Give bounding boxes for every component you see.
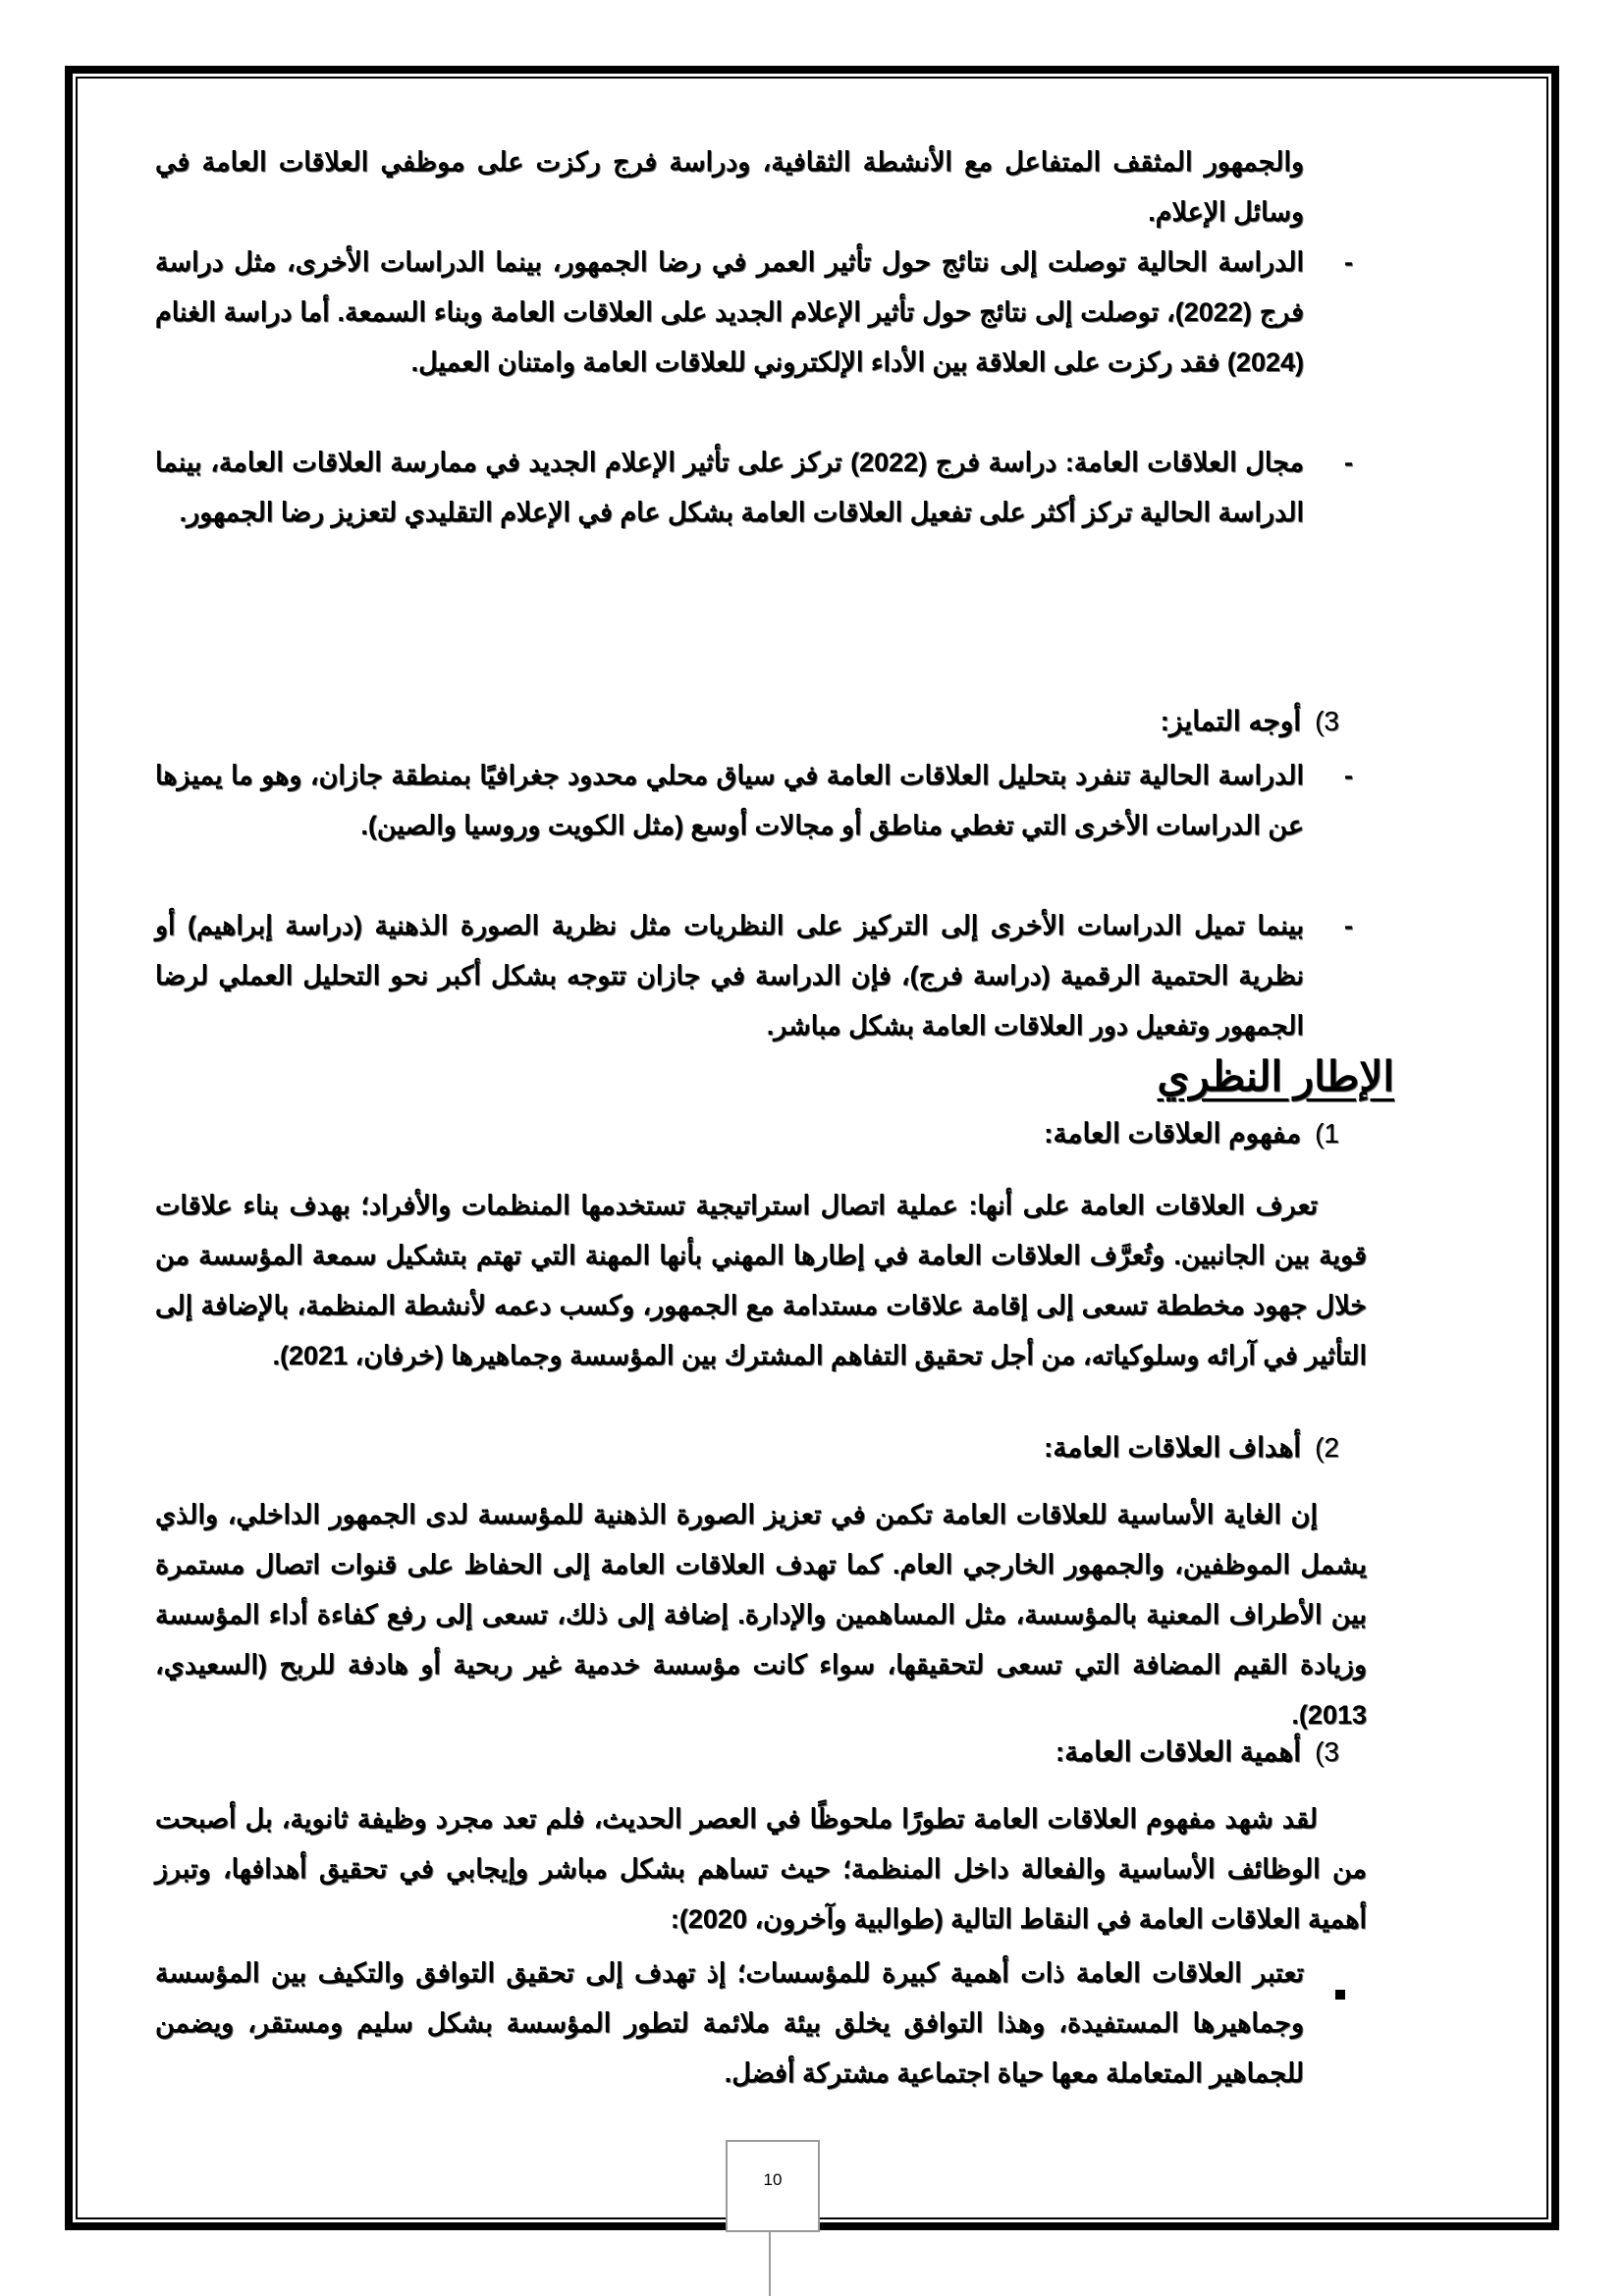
concept-paragraph xyxy=(155,1181,1367,1381)
heading-number: 2) xyxy=(1315,1432,1339,1463)
bullet-text: بينما تميل الدراسات الأخرى إلى التركيز على النظريات مثل نظرية الصورة الذهنية (دراسة إبراهيم) أو نظرية الحتمية الرقمية (دراسة فرج)، فإن الدراسة في جازان تتوجه بشكل أكبر نحو التحليل العملي لرضا الجمهور وتفعيل دور العلاقات العامة بشكل مباشر. xyxy=(155,911,1304,1041)
heading-number: 3) xyxy=(1315,706,1339,736)
page-number-connector xyxy=(769,2232,771,2296)
dash-bullet-icon: - xyxy=(1344,761,1353,790)
bullet-text: الدراسة الحالية توصلت إلى نتائج حول تأثير العمر في رضا الجمهور، بينما الدراسات الأخرى، مثل دراسة فرج (2022)، توصلت إلى نتائج حول تأثير الإعلام الجديد على العلاقات العامة وبناء السمعة. أما دراسة الغنام (2024) فقد ركزت على العلاقة بين الأداء الإلكتروني للعلاقات العامة وامتنان العميل. xyxy=(155,247,1304,377)
dash-bullet-icon: - xyxy=(1344,448,1353,477)
bullet-text: تعتبر العلاقات العامة ذات أهمية كبيرة للمؤسسات؛ إذ تهدف إلى تحقيق التوافق والتكيف بين المؤسسة وجماهيرها المستفيدة، وهذا التوافق يخلق بيئة ملائمة لتطور المؤسسة بشكل سليم ومستقر، ويضمن للجماهير المتعاملة معها حياة اجتماعية مشتركة أفضل. xyxy=(155,1958,1304,2088)
section-heading xyxy=(1044,1431,1339,1464)
heading-text: أهداف العلاقات العامة: xyxy=(1044,1432,1302,1463)
framework-title: الإطار النظري xyxy=(1157,1053,1394,1099)
importance-bullet xyxy=(155,1949,1304,2099)
heading-text: أوجه التمايز: xyxy=(1160,706,1302,736)
comparison-bullet xyxy=(155,238,1353,388)
bullet-text: الدراسة الحالية تنفرد بتحليل العلاقات العامة في سياق محلي محدود جغرافيًا بمنطقة جازان، وهو ما يميزها عن الدراسات الأخرى التي تغطي مناطق أو مجالات أوسع (مثل الكويت وروسيا والصين). xyxy=(155,761,1304,840)
comparison-bullet xyxy=(155,438,1353,538)
goals-paragraph: إن الغاية الأساسية للعلاقات العامة تكمن في تعزيز الصورة الذهنية للمؤسسة لدى الجمهور الداخلي، والذي يشمل الموظفين، والجمهور الخارجي العام. كما تهدف العلاقات العامة إلى الحفاظ على قنوات اتصال مستمرة بين الأطراف المعنية بالمؤسسة، مثل المساهمين والإدارة. إضافة إلى ذلك، تسعى إلى رفع كفاءة أداء المؤسسة وزيادة القيم المضافة التي تسعى لتحقيقها، سواء كانت مؤسسة خدمية غير ربحية أو هادفة للربح (السعيدي، 2013). xyxy=(155,1500,1367,1730)
bullet-text: دراسة فرج (2022) تركز على تأثير الإعلام الجديد في ممارسة العلاقات العامة، بينما الدراسة الحالية تركز أكثر على تفعيل العلاقات العامة بشكل عام في الإعلام التقليدي لتعزيز رضا الجمهور. xyxy=(155,448,1304,527)
heading-text: مفهوم العلاقات العامة: xyxy=(1044,1118,1302,1148)
section-heading xyxy=(1044,1117,1339,1149)
bullet-bold-lead: مجال العلاقات العامة: xyxy=(1064,448,1305,477)
comparison-intro-paragraph: والجمهور المثقف المتفاعل مع الأنشطة الثقافية، ودراسة فرج ركزت على موظفي العلاقات العامة في وسائل الإعلام. xyxy=(155,147,1304,227)
heading-number: 1) xyxy=(1315,1118,1339,1148)
importance-paragraph: لقد شهد مفهوم العلاقات العامة تطورًا ملحوظًا في العصر الحديث، فلم تعد مجرد وظيفة ثانوية، بل أصبحت من الوظائف الأساسية والفعالة داخل المنظمة؛ حيث تساهم بشكل مباشر وإيجابي في تحقيق أهدافها، وتبرز أهمية العلاقات العامة في النقاط التالية (طوالبية وآخرون، 2020): xyxy=(155,1804,1367,1934)
square-bullet-icon xyxy=(1335,1966,1345,2016)
dash-bullet-icon: - xyxy=(1344,247,1353,277)
dash-bullet-icon: - xyxy=(1344,911,1353,940)
heading-number: 3) xyxy=(1315,1736,1339,1767)
heading-text: أهمية العلاقات العامة: xyxy=(1055,1736,1302,1767)
definition-lead: تعرف العلاقات العامة على أنها: xyxy=(968,1191,1319,1220)
distinction-bullet xyxy=(155,751,1353,851)
distinction-bullet xyxy=(155,901,1353,1051)
distinction-heading xyxy=(1161,705,1339,737)
page-number: 10 xyxy=(726,2140,820,2232)
section-heading xyxy=(1056,1735,1339,1768)
paragraph-text: عملية اتصال استراتيجية تستخدمها المنظمات والأفراد؛ بهدف بناء علاقات قوية بين الجانبين. وتُعرَّف العلاقات العامة في إطارها المهني بأنها المهنة التي تهتم بتشكيل سمعة المؤسسة من خلال جهود مخططة تسعى إلى إقامة علاقات مستدامة مع الجمهور، وكسب دعمه لأنشطة المنظمة، بالإضافة إلى التأثير في آرائه وسلوكياته، من أجل تحقيق التفاهم المشترك بين المؤسسة وجماهيرها (خرفان، 2021). xyxy=(155,1191,1367,1370)
